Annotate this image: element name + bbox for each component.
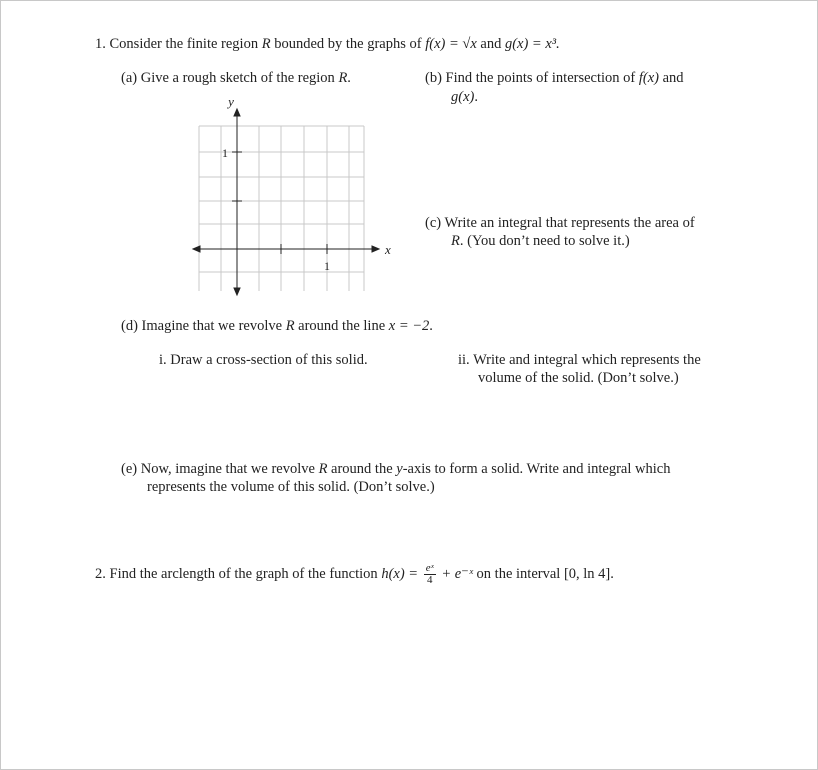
part-d-i: i. Draw a cross-section of this solid. <box>159 352 368 368</box>
x-axis-label: x <box>385 242 391 257</box>
fraction: $\frac{\text{eˣ}}{4}$ <box>425 562 434 587</box>
part-c: (c) Write an integral that represents the area of <box>425 215 695 231</box>
part-e: (e) Now, imagine that we revolve R around the y-axis to form a solid. Write and integral which <box>121 461 671 477</box>
part-b: (b) Find the points of intersection of f(x) and <box>425 70 684 86</box>
part-d-ii: ii. Write and integral which represents the <box>458 352 701 368</box>
problem-1-statement: 1. Consider the finite region R bounded by the graphs of f(x) = √x and g(x) = x³. <box>95 36 560 52</box>
y-tick-label: 1 <box>222 146 228 160</box>
part-e-line2: represents the volume of this solid. (Don’t solve.) <box>147 479 435 495</box>
y-axis-label: y <box>228 94 234 109</box>
y-axis-arrow-up <box>234 109 240 116</box>
part-a: (a) Give a rough sketch of the region R. <box>121 70 351 86</box>
part-d: (d) Imagine that we revolve R around the line x = −2. <box>121 318 433 334</box>
sketch-grid <box>181 91 411 301</box>
problem-2-statement: 2. Find the arclength of the graph of the function h(x) = $\frac{\text{eˣ}}{4}$ + e⁻ˣ on the interval [0, ln 4]. <box>95 562 614 587</box>
part-c-line2: R. (You don’t need to solve it.) <box>451 233 630 249</box>
problem-2-number: 2. <box>95 566 106 582</box>
part-d-ii-line2: volume of the solid. (Don’t solve.) <box>478 370 679 386</box>
x-tick-label: 1 <box>324 259 330 273</box>
x-axis-arrow-left <box>193 246 200 252</box>
x-axis-arrow-right <box>372 246 379 252</box>
part-b-line2: g(x). <box>451 89 478 105</box>
problem-1-number: 1. <box>95 36 106 52</box>
y-axis-arrow-down <box>234 288 240 295</box>
